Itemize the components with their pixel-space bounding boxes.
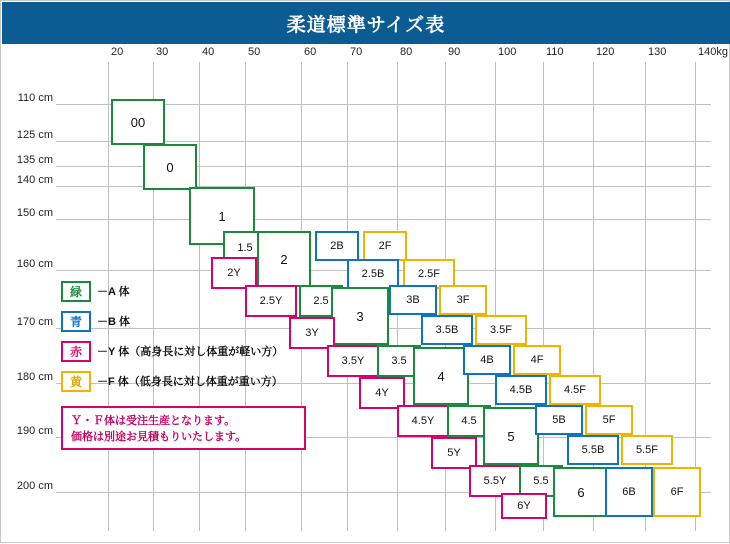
size-cell-0: 0 [143,144,197,190]
size-cell-5: 5 [483,407,539,465]
x-axis-tick-label: 100 [498,46,517,58]
gridline-horizontal [56,219,711,220]
size-cell-4: 4 [413,347,469,405]
legend-item-green [61,279,321,303]
y-axis-tick-label: 200 cm [16,480,53,492]
y-axis-tick-label: 150 cm [16,207,53,219]
x-axis-tick-label: 30 [156,46,169,58]
legend [61,279,321,399]
size-cell-2-5f: 2.5F [403,259,455,289]
size-cell-5-5y: 5.5Y [469,465,521,497]
size-cell-5f: 5F [585,405,633,435]
y-axis-tick-label: 160 cm [16,258,53,270]
size-cell-5b: 5B [535,405,583,435]
size-cell-2-5: 2.5 [299,285,343,317]
size-cell-4f: 4F [513,345,561,375]
size-cell-5-5f: 5.5F [621,435,673,465]
x-axis-tick-label: 90 [448,46,461,58]
size-cell-6y: 6Y [501,493,547,519]
x-axis-tick-label: 80 [400,46,413,58]
size-cell-2-5b: 2.5B [347,259,399,289]
legend-item-blue [61,309,321,333]
size-cell-3: 3 [331,287,389,345]
note-line-1: Ｙ・Ｆ体は受注生産となります。 [71,415,236,427]
y-axis-tick-label: 190 cm [16,425,53,437]
x-axis-tick-label: 60 [304,46,317,58]
size-cell-4b: 4B [463,345,511,375]
page-title [2,2,730,44]
x-axis-tick-label: 130 [648,46,667,58]
gridline-vertical [543,62,544,531]
size-cell-4-5y: 4.5Y [397,405,449,437]
legend-label-blue: －B 体 [97,316,130,328]
x-axis-tick-label: 20 [111,46,124,58]
size-cell-2: 2 [257,231,311,287]
size-cell-2b: 2B [315,231,359,261]
size-cell-6b: 6B [605,467,653,517]
size-cell-4-5f: 4.5F [549,375,601,405]
x-axis-tick-label: 140kg [698,46,728,58]
y-axis-tick-label: 110 cm [17,92,53,104]
size-cell-5-5: 5.5 [519,465,563,497]
size-cell-4-5b: 4.5B [495,375,547,405]
legend-label-red: －Y 体（高身長に対し体重が軽い方） [97,346,284,358]
size-cell-4y: 4Y [359,377,405,409]
page-title-text: 柔道標準サイズ表 [286,14,446,36]
legend-item-yellow [61,369,321,393]
size-cell-2y: 2Y [211,257,257,289]
x-axis-tick-label: 50 [248,46,261,58]
x-axis-tick-label: 120 [596,46,615,58]
size-cell-3f: 3F [439,285,487,315]
y-axis-tick-label: 125 cm [16,129,53,141]
legend-label-green: －A 体 [97,286,130,298]
legend-chip-green: 緑 [61,281,91,302]
size-cell-1: 1 [189,187,255,245]
y-axis-tick-label: 135 cm [16,154,53,166]
y-axis-tick-label: 140 cm [16,174,53,186]
size-cell-00: 00 [111,99,165,145]
size-cell-6f: 6F [653,467,701,517]
size-cell-3-5b: 3.5B [421,315,473,345]
size-cell-6: 6 [553,467,609,517]
x-axis-tick-label: 40 [202,46,215,58]
legend-chip-yellow: 黄 [61,371,91,392]
size-cell-5-5b: 5.5B [567,435,619,465]
size-cell-3-5: 3.5 [377,345,421,377]
size-cell-3y: 3Y [289,317,335,349]
size-cell-1-5: 1.5 [223,231,267,265]
x-axis-tick-label: 110 [546,46,564,58]
size-cell-3b: 3B [389,285,437,315]
size-cell-2f: 2F [363,231,407,261]
legend-item-red [61,339,321,363]
y-axis-tick-label: 180 cm [16,371,53,383]
legend-chip-red: 赤 [61,341,91,362]
legend-chip-blue: 青 [61,311,91,332]
gridline-vertical [695,62,696,531]
legend-label-yellow: －F 体（低身長に対し体重が重い方） [97,376,283,388]
size-cell-4-5: 4.5 [447,405,491,437]
size-cell-5y: 5Y [431,437,477,469]
size-cell-2-5y: 2.5Y [245,285,297,317]
made-to-order-note [61,406,306,450]
note-line-2: 価格は別途お見積もりいたします。 [71,431,247,443]
size-cell-3-5y: 3.5Y [327,345,379,377]
y-axis-tick-label: 170 cm [16,316,53,328]
size-cell-3-5f: 3.5F [475,315,527,345]
x-axis-tick-label: 70 [350,46,363,58]
